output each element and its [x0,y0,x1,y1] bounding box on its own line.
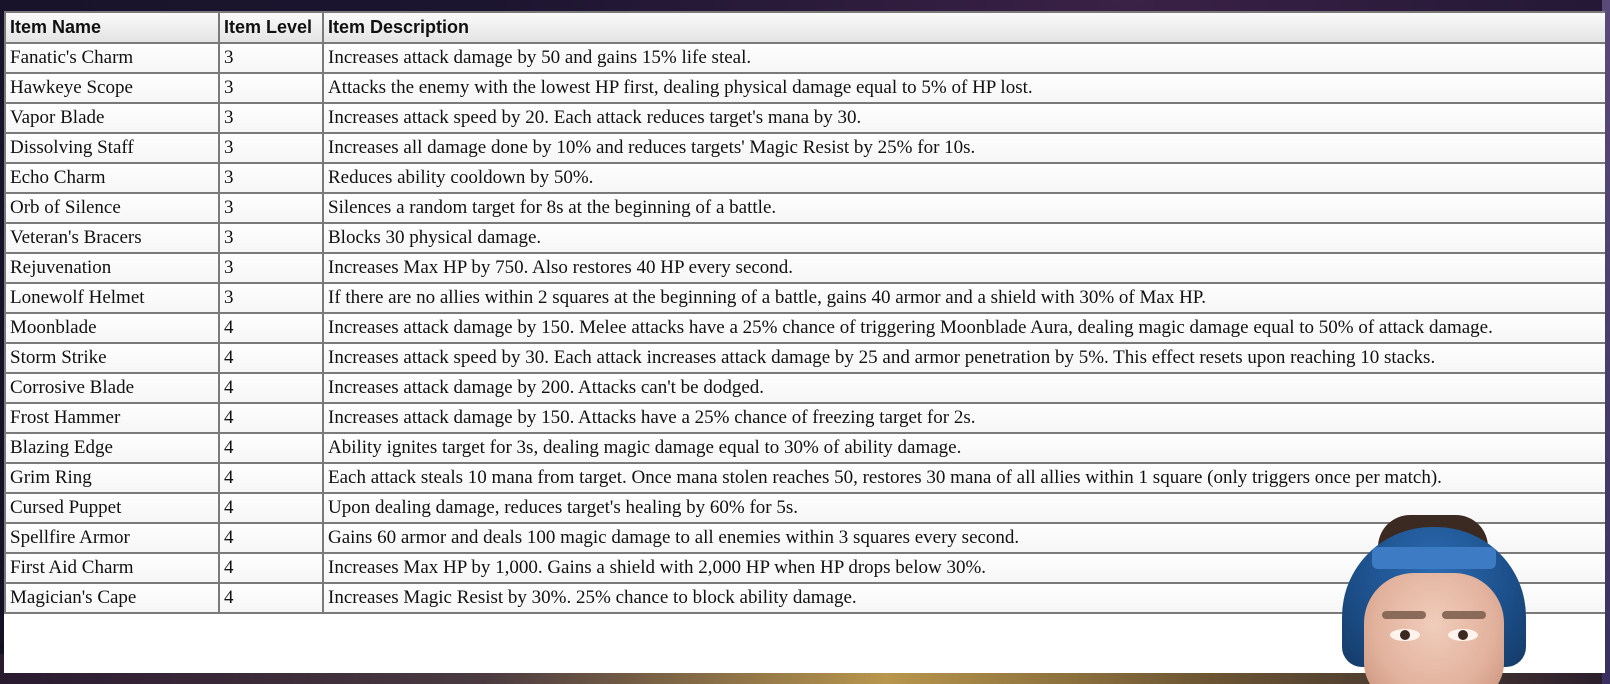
table-row [5,253,1605,283]
cell-item-name: Cursed Puppet [5,493,219,523]
cell-item-name: Blazing Edge [5,433,219,463]
cell-item-description: Increases attack damage by 50 and gains 15% life steal. [323,43,1605,73]
cell-item-name: Storm Strike [5,343,219,373]
table-header-row [5,12,1605,43]
table-row [5,223,1605,253]
cell-item-description: Blocks 30 physical damage. [323,223,1605,253]
cell-item-level: 4 [219,373,323,403]
cell-item-name: Corrosive Blade [5,373,219,403]
cell-item-level: 3 [219,133,323,163]
table-row [5,403,1605,433]
cell-item-level: 4 [219,313,323,343]
cell-item-name: Moonblade [5,313,219,343]
table-row [5,163,1605,193]
cell-item-name: Frost Hammer [5,403,219,433]
cell-item-description: Increases Magic Resist by 30%. 25% chance to block ability damage. [323,583,1605,613]
cell-item-description: Attacks the enemy with the lowest HP first, dealing physical damage equal to 5% of HP lost. [323,73,1605,103]
cell-item-level: 4 [219,433,323,463]
cell-item-level: 3 [219,103,323,133]
cell-item-level: 3 [219,43,323,73]
cell-item-name: Veteran's Bracers [5,223,219,253]
cell-item-level: 4 [219,523,323,553]
cell-item-description: Increases attack speed by 20. Each attack reduces target's mana by 30. [323,103,1605,133]
webcam-brow-right [1442,611,1486,619]
table-row [5,373,1605,403]
cell-item-level: 4 [219,553,323,583]
cell-item-level: 3 [219,223,323,253]
cell-item-name: Orb of Silence [5,193,219,223]
webcam-eye-left [1390,629,1420,641]
cell-item-description: Upon dealing damage, reduces target's healing by 60% for 5s. [323,493,1605,523]
cell-item-name: Lonewolf Helmet [5,283,219,313]
table-row [5,283,1605,313]
webcam-overlay [1334,515,1534,684]
webcam-cap-strap [1372,547,1496,569]
webcam-brow-left [1382,611,1426,619]
table-row [5,133,1605,163]
header-item-level[interactable]: Item Level [219,12,323,43]
table-row [5,43,1605,73]
cell-item-description: If there are no allies within 2 squares at the beginning of a battle, gains 40 armor and a shield with 30% of Max HP. [323,283,1605,313]
cell-item-name: Grim Ring [5,463,219,493]
cell-item-description: Increases attack damage by 150. Melee attacks have a 25% chance of triggering Moonblade Aura, dealing magic damage equal to 50% of attack damage. [323,313,1605,343]
cell-item-name: Echo Charm [5,163,219,193]
cell-item-description: Increases Max HP by 750. Also restores 40 HP every second. [323,253,1605,283]
cell-item-name: Rejuvenation [5,253,219,283]
cell-item-level: 3 [219,253,323,283]
cell-item-level: 3 [219,163,323,193]
cell-item-level: 4 [219,493,323,523]
cell-item-level: 3 [219,73,323,103]
table-row [5,73,1605,103]
header-item-description[interactable]: Item Description [323,12,1605,43]
cell-item-level: 3 [219,283,323,313]
cell-item-name: Magician's Cape [5,583,219,613]
header-item-name[interactable]: Item Name [5,12,219,43]
table-row [5,433,1605,463]
cell-item-name: Dissolving Staff [5,133,219,163]
cell-item-description: Increases attack speed by 30. Each attack increases attack damage by 25 and armor penetration by 5%. This effect resets upon reaching 10 stacks. [323,343,1605,373]
table-row [5,103,1605,133]
cell-item-name: Spellfire Armor [5,523,219,553]
cell-item-level: 4 [219,583,323,613]
cell-item-description: Increases attack damage by 150. Attacks have a 25% chance of freezing target for 2s. [323,403,1605,433]
cell-item-description: Increases all damage done by 10% and reduces targets' Magic Resist by 25% for 10s. [323,133,1605,163]
cell-item-description: Gains 60 armor and deals 100 magic damage to all enemies within 3 squares every second. [323,523,1605,553]
cell-item-description: Silences a random target for 8s at the beginning of a battle. [323,193,1605,223]
cell-item-name: First Aid Charm [5,553,219,583]
cell-item-description: Reduces ability cooldown by 50%. [323,163,1605,193]
cell-item-name: Vapor Blade [5,103,219,133]
table-row [5,193,1605,223]
cell-item-level: 3 [219,193,323,223]
cell-item-level: 4 [219,343,323,373]
cell-item-name: Fanatic's Charm [5,43,219,73]
cell-item-description: Each attack steals 10 mana from target. Once mana stolen reaches 50, restores 30 mana of all allies within 1 square (only triggers once per match). [323,463,1605,493]
cell-item-description: Increases Max HP by 1,000. Gains a shield with 2,000 HP when HP drops below 30%. [323,553,1605,583]
cell-item-description: Ability ignites target for 3s, dealing magic damage equal to 30% of ability damage. [323,433,1605,463]
cell-item-level: 4 [219,403,323,433]
cell-item-name: Hawkeye Scope [5,73,219,103]
table-row [5,343,1605,373]
webcam-face [1364,573,1504,684]
cell-item-description: Increases attack damage by 200. Attacks can't be dodged. [323,373,1605,403]
webcam-eye-right [1448,629,1478,641]
table-row [5,463,1605,493]
cell-item-level: 4 [219,463,323,493]
table-row [5,313,1605,343]
